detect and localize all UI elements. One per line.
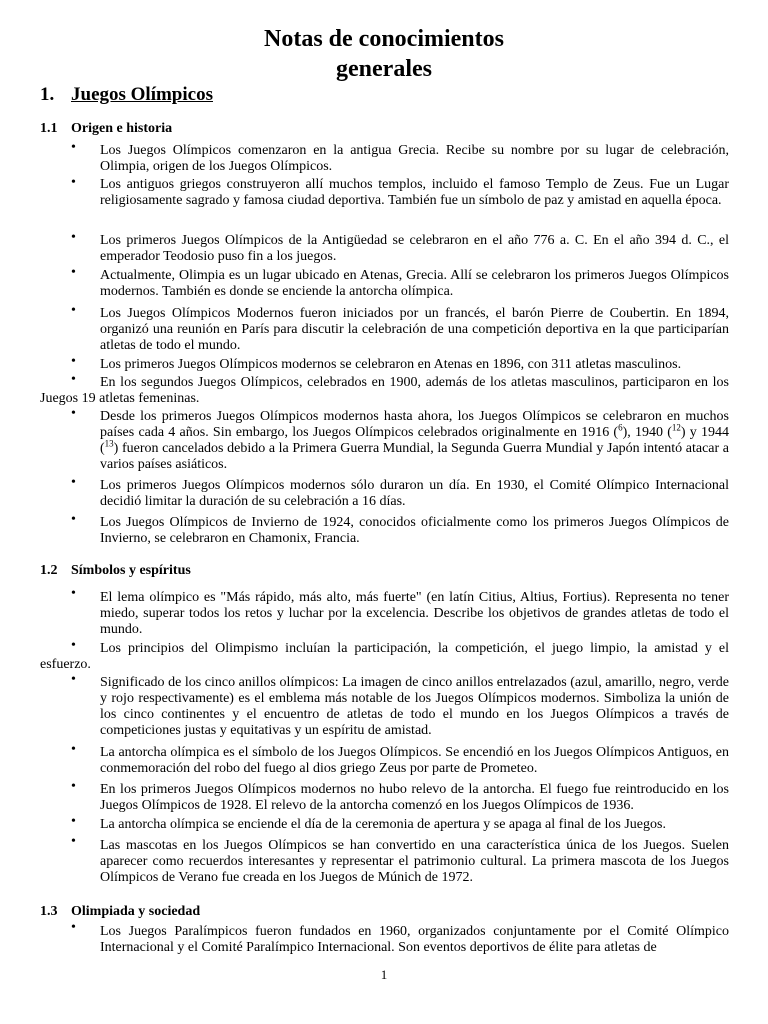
section-heading-1 bbox=[40, 84, 213, 106]
bullet-icon: • bbox=[71, 672, 76, 687]
list-item: Significado de los cinco anillos olímpicos: La imagen de cinco anillos entrelazados (azul, amarillo, negro, verde y rojo respectivamente) es el emblema más notable de los Juegos Olímpicos modernos. Simboliza la unión de los cinco continentes y el encuentro de atletas de todo el mundo en los Juegos Olímpicos a través de competiciones justas y equitativas y un espíritu de amistad. bbox=[100, 675, 729, 738]
list-item: En los primeros Juegos Olímpicos modernos no hubo relevo de la antorcha. El fuego fue reintroducido en los Juegos Olímpicos de 1928. El relevo de la antorcha comenzó en los Juegos Olímpicos de 1936. bbox=[100, 782, 729, 813]
subsection-title: Olimpiada y sociedad bbox=[71, 904, 201, 919]
list-item: Los Juegos Olímpicos Modernos fueron iniciados por un francés, el barón Pierre de Coubertin. En 1894, organizó una reunión en París para discutir la celebración de una competición deportiva en la que participarían atletas de todo el mundo. bbox=[100, 306, 729, 353]
list-item: La antorcha olímpica es el símbolo de los Juegos Olímpicos. Se encendió en los Juegos Olímpicos Antiguos, en conmemoración del robo del fuego al dios griego Zeus por parte de Prometeo. bbox=[100, 745, 729, 776]
list-item: En los segundos Juegos Olímpicos, celebrados en 1900, además de los atletas masculinos, participaron en los Juegos 19 atletas femeninas. bbox=[40, 375, 729, 406]
list-item: La antorcha olímpica se enciende el día de la ceremonia de apertura y se apaga al final de los Juegos. bbox=[100, 817, 666, 832]
subsection-heading-1-1 bbox=[40, 121, 172, 137]
list-item: Los primeros Juegos Olímpicos modernos se celebraron en Atenas en 1896, con 311 atletas masculinos. bbox=[100, 357, 682, 372]
bullet-icon: • bbox=[71, 230, 76, 245]
list-item: Los antiguos griegos construyeron allí muchos templos, incluido el famoso Templo de Zeus. Fue un Lugar religiosamente sagrado y famosa ciudad deportiva. También fue un símbolo de paz y amistad en aquella época. bbox=[100, 177, 729, 208]
footnote-ref: 6 bbox=[618, 422, 623, 433]
bullet-icon: • bbox=[71, 834, 76, 849]
bullet-icon: • bbox=[71, 175, 76, 190]
bullet-icon: • bbox=[71, 140, 76, 155]
subsection-title: Origen e historia bbox=[71, 121, 173, 136]
bullet-icon: • bbox=[71, 406, 76, 421]
bullet-icon: • bbox=[71, 638, 76, 653]
list-item: Las mascotas en los Juegos Olímpicos se han convertido en una característica única de los Juegos. Suelen aparecer como recuerdos interesantes y representar el patrimonio cultural. La primera mascota de los Juegos Olímpicos de Verano fue creada en los Juegos de Múnich de 1972. bbox=[100, 838, 729, 885]
list-item: Los Juegos Olímpicos comenzaron en la antigua Grecia. Recibe su nombre por su lugar de celebración, Olimpia, origen de los Juegos Olímpicos. bbox=[100, 143, 729, 174]
bullet-icon: • bbox=[71, 920, 76, 935]
list-item: Los primeros Juegos Olímpicos modernos sólo duraron un día. En 1930, el Comité Olímpico Internacional decidió limitar la duración de su celebración a 16 días. bbox=[100, 478, 729, 509]
page-number: 1 bbox=[380, 967, 388, 982]
title-line-2: generales bbox=[336, 56, 432, 82]
bullet-icon: • bbox=[71, 586, 76, 601]
bullet-icon: • bbox=[71, 265, 76, 280]
bullet-icon: • bbox=[71, 779, 76, 794]
list-item: El lema olímpico es "Más rápido, más alto, más fuerte" (en latín Citius, Altius, Fortius). Representa no tener miedo, superar todos los retos y luchar por la excelencia. Describe los objetivos de grandes atletas de todo el mundo. bbox=[100, 590, 729, 637]
title-line-1: Notas de conocimientos bbox=[264, 26, 504, 52]
subsection-title: Símbolos y espíritus bbox=[71, 563, 191, 578]
list-item: Los Juegos Paralímpicos fueron fundados en 1960, organizados conjuntamente por el Comité Olímpico Internacional y el Comité Paralímpico Internacional. Son eventos deportivos de élite para atletas de bbox=[100, 924, 729, 955]
subsection-number: 1.2 bbox=[40, 563, 58, 578]
list-item: Los principios del Olimpismo incluían la participación, la competición, el juego limpio, la amistad y el esfuerzo. bbox=[40, 641, 729, 672]
list-item: Actualmente, Olimpia es un lugar ubicado en Atenas, Grecia. Allí se celebraron los primeros Juegos Olímpicos modernos. También es donde se enciende la antorcha olímpica. bbox=[100, 268, 729, 299]
bullet-icon: • bbox=[71, 742, 76, 757]
subsection-number: 1.1 bbox=[40, 121, 58, 136]
bullet-icon: • bbox=[71, 512, 76, 527]
subsection-heading-1-2 bbox=[40, 563, 191, 579]
subsection-number: 1.3 bbox=[40, 904, 58, 919]
list-item: Los Juegos Olímpicos de Invierno de 1924, conocidos oficialmente como los primeros Juegos Olímpicos de Invierno, se celebraron en Chamonix, Francia. bbox=[100, 515, 729, 546]
list-item: Los primeros Juegos Olímpicos de la Antigüedad se celebraron en el año 776 a. C. En el año 394 d. C., el emperador Teodosio puso fin a los juegos. bbox=[100, 233, 729, 264]
footnote-ref: 13 bbox=[104, 438, 114, 449]
section-number: 1. bbox=[40, 84, 55, 105]
bullet-icon: • bbox=[71, 303, 76, 318]
bullet-icon: • bbox=[71, 372, 76, 387]
section-title: Juegos Olímpicos bbox=[71, 84, 213, 105]
list-item-cancelled-games: Desde los primeros Juegos Olímpicos modernos hasta ahora, los Juegos Olímpicos se celebraron en muchos países cada 4 años. Sin embargo, los Juegos Olímpicos celebrados originalmente en 1916 ($^6$), 1940 ($^{12}$) y 1944 ($^{13}$) fueron cancelados debido a la Primera Guerra Mundial, la Segunda Guerra Mundial y Japón intentó atacar a varios países asiáticos. bbox=[100, 409, 730, 472]
bullet-icon: • bbox=[71, 814, 76, 829]
bullet-icon: • bbox=[71, 354, 76, 369]
subsection-heading-1-3 bbox=[40, 904, 200, 920]
bullet-icon: • bbox=[71, 475, 76, 490]
footnote-ref: 12 bbox=[671, 422, 681, 433]
document-title bbox=[0, 24, 768, 84]
